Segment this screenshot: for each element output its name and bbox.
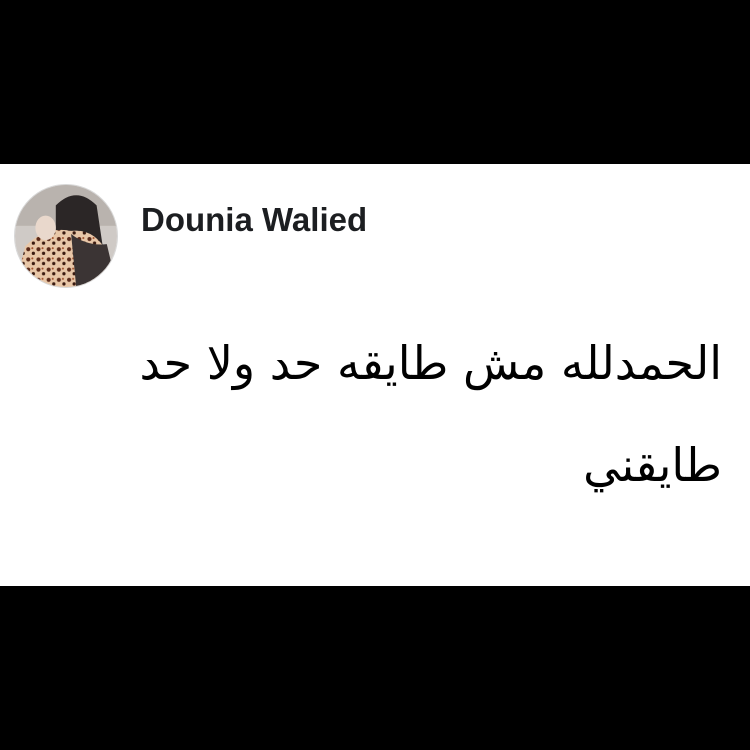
post-text-line: طايقني	[583, 438, 722, 492]
post-card	[0, 164, 750, 586]
author-avatar[interactable]	[14, 184, 118, 288]
profile-photo-icon	[15, 185, 117, 287]
author-name[interactable]: Dounia Walied	[141, 201, 368, 238]
post-text	[122, 332, 722, 536]
post-text-line: الحمدلله مش طايقه حد ولا حد	[139, 336, 722, 390]
